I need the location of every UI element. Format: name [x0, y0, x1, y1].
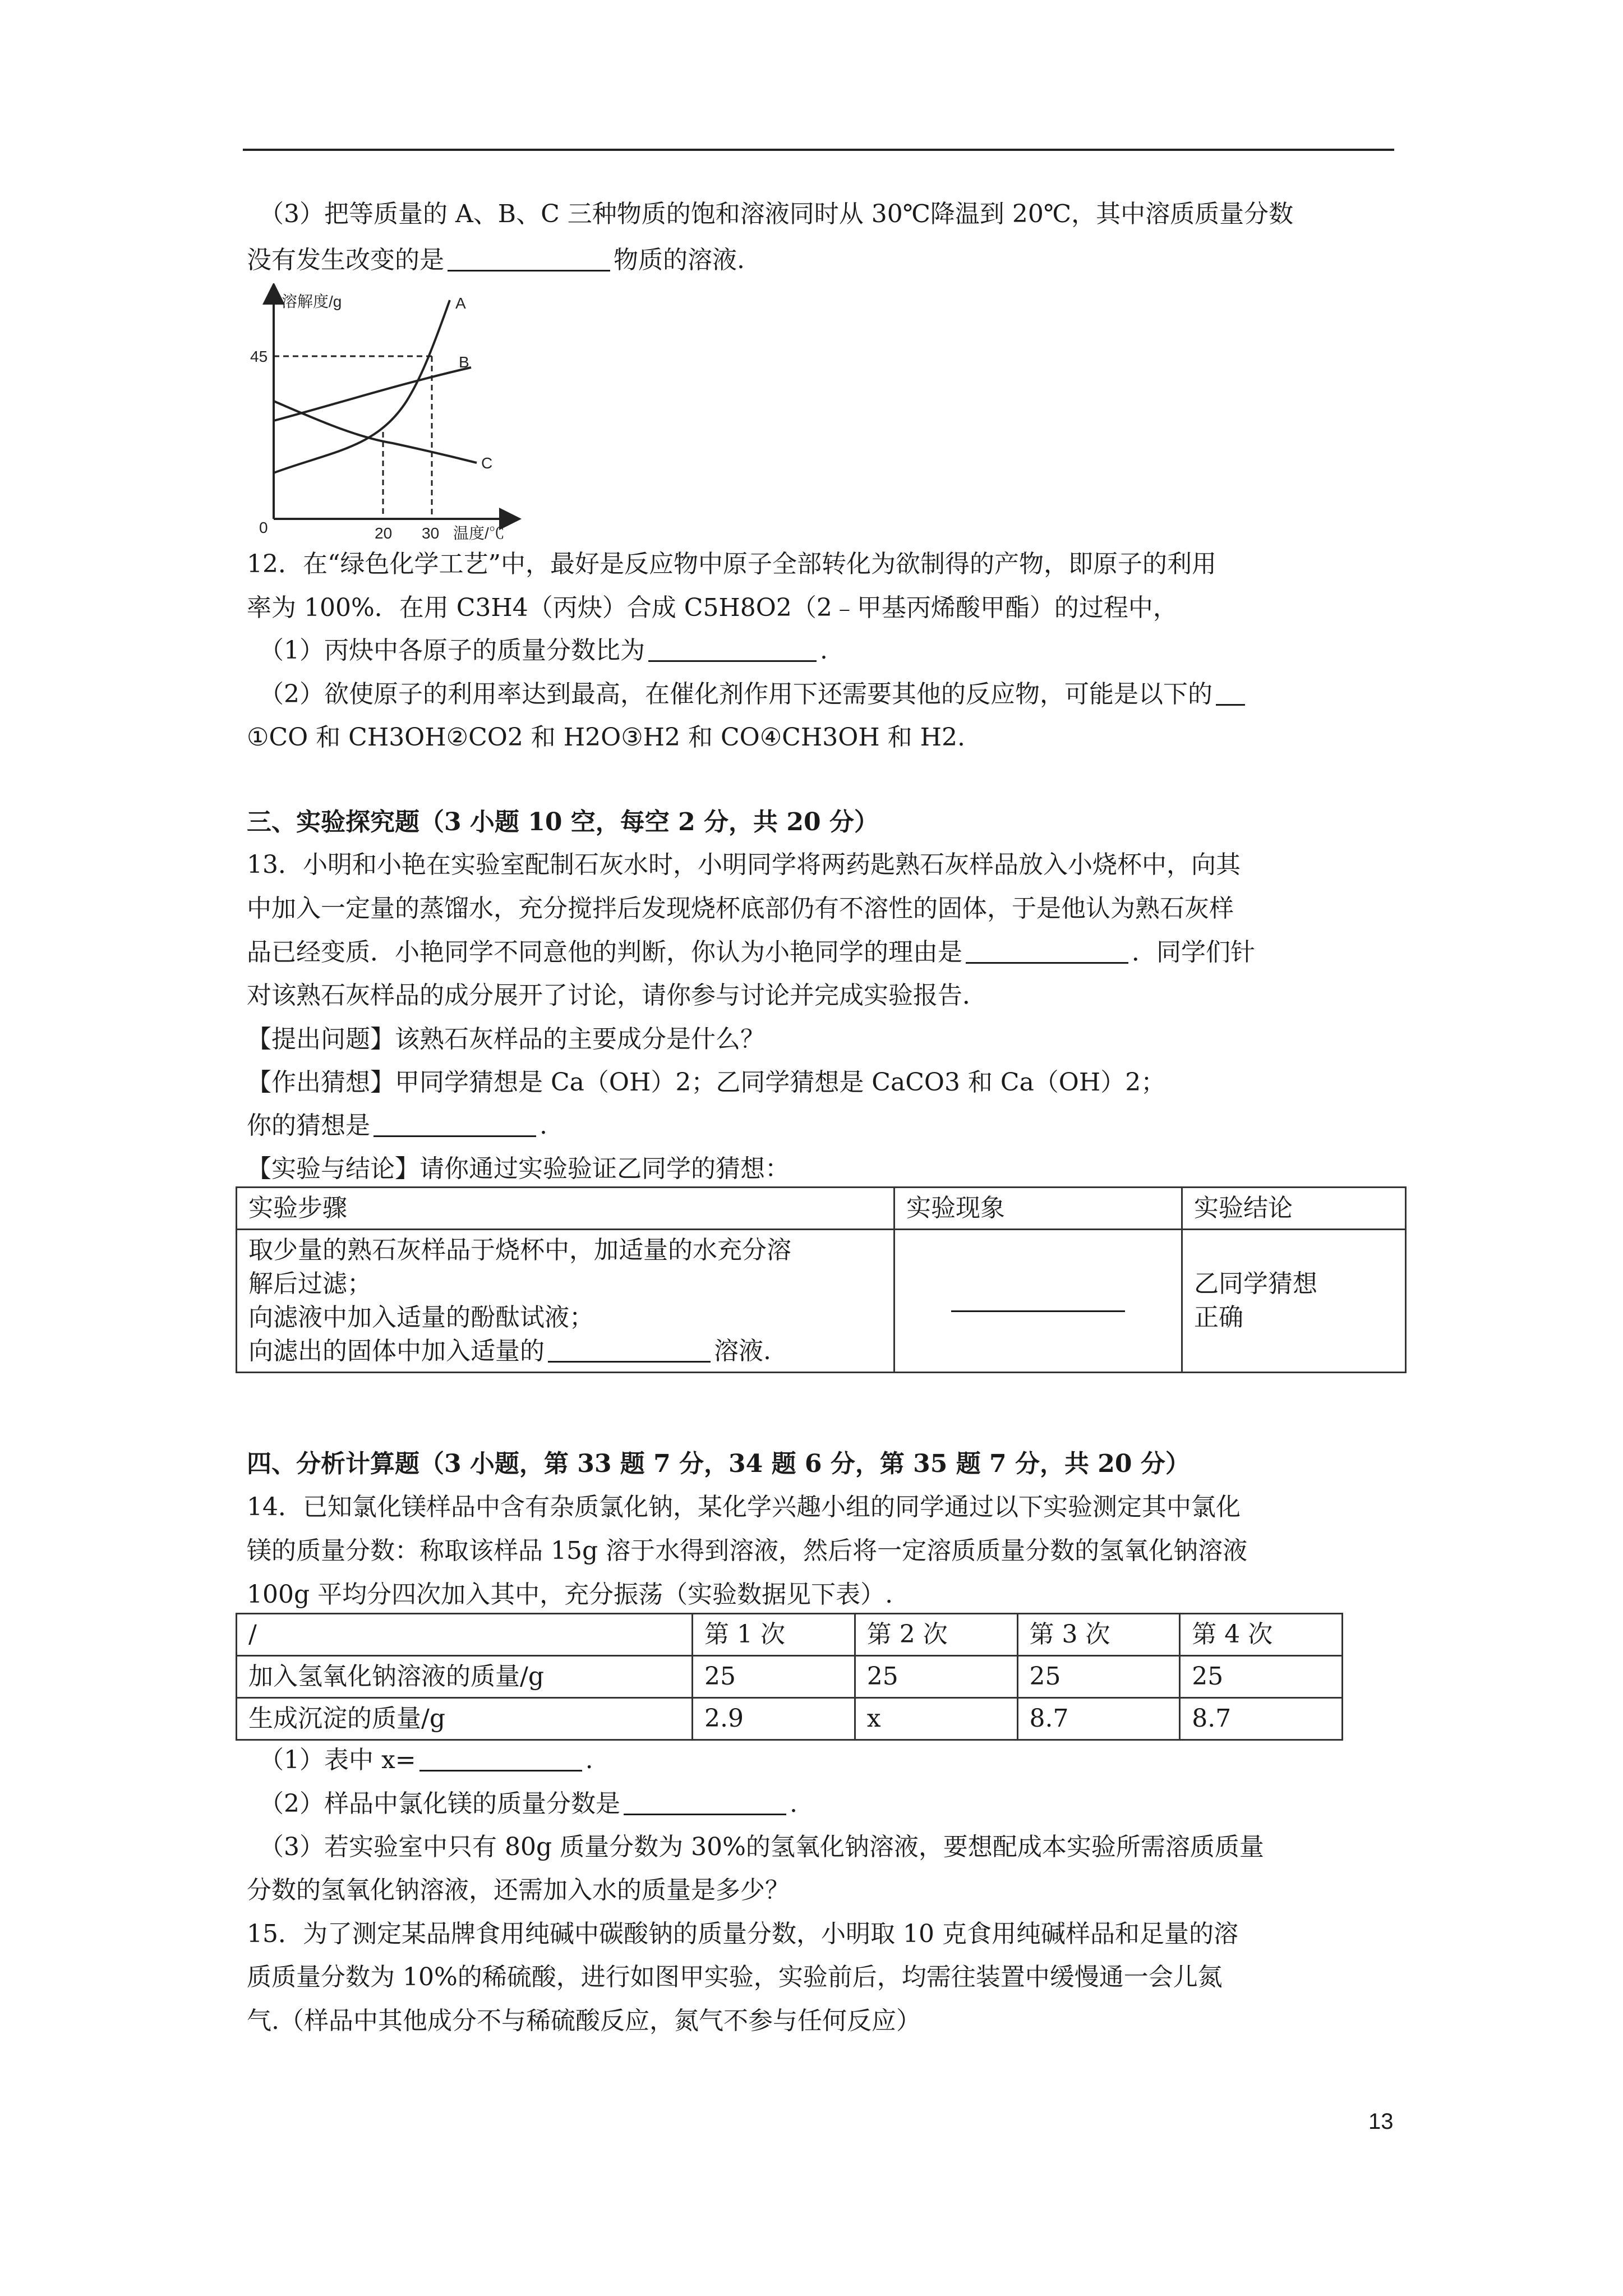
- q12-line3-end: .: [820, 636, 828, 665]
- answer-blank: [966, 937, 1128, 964]
- curve-label-c: C: [481, 454, 493, 472]
- q13-line6: 【作出猜想】甲同学猜想是 Ca（OH）2；乙同学猜想是 CaCO3 和 Ca（OH）2；: [247, 1068, 1166, 1097]
- table-header-cell: 实验现象: [895, 1188, 1182, 1230]
- step-line: 取少量的熟石灰样品于烧杯中，加适量的水充分溶: [248, 1236, 791, 1264]
- answer-blank: [374, 1111, 536, 1137]
- table-header-cell: 第 3 次: [1017, 1614, 1180, 1656]
- q13-line3: [247, 936, 1255, 969]
- q12-line1: 12．在“绿色化学工艺”中，最好是反应物中原子全部转化为欲制得的产物，即原子的利用: [247, 550, 1216, 578]
- q12-line4-text: （2）欲使原子的利用率达到最高，在催化剂作用下还需要其他的反应物，可能是以下的: [259, 680, 1212, 708]
- table-header-cell: 实验步骤: [237, 1188, 895, 1230]
- table-header-cell: /: [237, 1614, 693, 1656]
- q14-sub2: [259, 1787, 797, 1821]
- conclusion-line: 乙同学猜想: [1194, 1269, 1317, 1298]
- q13-line7-text: 你的猜想是: [247, 1111, 370, 1140]
- curve-label-a: A: [455, 295, 466, 312]
- q14-sub2-text: （2）样品中氯化镁的质量分数是: [259, 1789, 620, 1818]
- q12-line3: [259, 634, 828, 668]
- answer-blank: [648, 636, 817, 662]
- q14-line2: 镁的质量分数：称取该样品 15g 溶于水得到溶液，然后将一定溶质质量分数的氢氧化钠溶液: [247, 1536, 1248, 1565]
- q12-line4: [259, 678, 1248, 711]
- table-cell: 25: [1180, 1656, 1343, 1698]
- q13-line7-end: .: [540, 1111, 547, 1140]
- q12-line3-text: （1）丙炔中各原子的质量分数比为: [259, 636, 645, 665]
- step-line: 向滤液中加入适量的酚酞试液；: [248, 1303, 594, 1332]
- data-table: [236, 1613, 1343, 1741]
- experiment-table: [236, 1186, 1407, 1373]
- experiment-steps-cell: [237, 1230, 895, 1373]
- q14-sub3a: （3）若实验室中只有 80g 质量分数为 30%的氢氧化钠溶液，要想配成本实验所需溶质质量: [259, 1833, 1264, 1861]
- table-cell: 8.7: [1017, 1698, 1180, 1740]
- q14-sub1-text: （1）表中 x=: [259, 1746, 416, 1774]
- table-row: [237, 1698, 1343, 1740]
- q3-line2: [247, 243, 745, 277]
- x-axis-label: 温度/℃: [453, 524, 505, 542]
- q14-sub1-end: .: [585, 1746, 593, 1774]
- answer-blank: [624, 1789, 786, 1815]
- conclusion-cell: [1182, 1230, 1406, 1373]
- table-header-cell: 第 4 次: [1180, 1614, 1343, 1656]
- q3-line1: （3）把等质量的 A、B、C 三种物质的饱和溶液同时从 30℃降温到 20℃，其中溶质质量分数: [259, 200, 1294, 228]
- y-axis-label: 溶解度/g: [282, 293, 342, 310]
- q15-line2: 质质量分数为 10%的稀硫酸，进行如图甲实验，实验前后，均需往装置中缓慢通一会儿氮: [247, 1963, 1223, 1991]
- q13-line8: 【实验与结论】请你通过实验验证乙同学的猜想：: [247, 1154, 790, 1183]
- table-cell: x: [855, 1698, 1017, 1740]
- solubility-graph: [247, 283, 527, 547]
- table-cell: 25: [1017, 1656, 1180, 1698]
- curve-a: [274, 300, 450, 473]
- answer-blank: [951, 1286, 1125, 1312]
- page-number: 13: [1368, 2109, 1394, 2134]
- curve-label-b: B: [459, 353, 469, 371]
- q13-line5: 【提出问题】该熟石灰样品的主要成分是什么？: [247, 1025, 765, 1053]
- q12-line2: 率为 100%．在用 C3H4（丙炔）合成 C5H8O2（2﹣甲基丙烯酸甲酯）的过程中，: [247, 593, 1178, 622]
- section4-heading: 四、分析计算题（3 小题，第 33 题 7 分，34 题 6 分，第 35 题 7 分，共 20 分）: [247, 1450, 1190, 1478]
- phenomenon-cell: [895, 1230, 1182, 1373]
- q13-line3-end: ．同学们针: [1132, 938, 1255, 967]
- table-cell: 25: [693, 1656, 855, 1698]
- q13-line1: 13．小明和小艳在实验室配制石灰水时，小明同学将两药匙熟石灰样品放入小烧杯中，向其: [247, 850, 1241, 879]
- x-tick-20: 20: [375, 524, 393, 542]
- q3-line2-end: 物质的溶液.: [614, 246, 745, 274]
- q13-line4: 对该熟石灰样品的成分展开了讨论，请你参与讨论并完成实验报告．: [247, 981, 987, 1010]
- q14-line1: 14．已知氯化镁样品中含有杂质氯化钠，某化学兴趣小组的同学通过以下实验测定其中氯化: [247, 1493, 1241, 1521]
- conclusion-line: 正确: [1194, 1303, 1243, 1332]
- q12-line5: ①CO 和 CH3OH②CO2 和 H2O③H2 和 CO④CH3OH 和 H2.: [247, 723, 965, 752]
- table-row: [237, 1230, 1406, 1373]
- step-line-end: 溶液.: [714, 1337, 771, 1365]
- answer-blank: [448, 245, 610, 272]
- table-header-row: [237, 1614, 1343, 1656]
- table-header-cell: 第 2 次: [855, 1614, 1017, 1656]
- table-header-cell: 第 1 次: [693, 1614, 855, 1656]
- header-rule: [243, 149, 1394, 151]
- table-cell: 25: [855, 1656, 1017, 1698]
- table-cell: 生成沉淀的质量/g: [237, 1698, 693, 1740]
- q14-sub3b: 分数的氢氧化钠溶液，还需加入水的质量是多少？: [247, 1876, 790, 1904]
- q14-sub2-end: .: [790, 1789, 797, 1818]
- table-header-row: [237, 1188, 1406, 1230]
- answer-blank: [419, 1745, 582, 1772]
- q3-line2-text: 没有发生改变的是: [247, 246, 444, 274]
- table-cell: 2.9: [693, 1698, 855, 1740]
- table-row: [237, 1656, 1343, 1698]
- q14-line3: 100g 平均分四次加入其中，充分振荡（实验数据见下表）.: [247, 1580, 893, 1609]
- section3-heading: 三、实验探究题（3 小题 10 空，每空 2 分，共 20 分）: [247, 808, 879, 836]
- q13-line7: [247, 1109, 547, 1143]
- step-line: [248, 1335, 882, 1368]
- q13-line2: 中加入一定量的蒸馏水，充分搅拌后发现烧杯底部仍有不溶性的固体，于是他认为熟石灰样: [247, 894, 1234, 923]
- curve-c: [274, 401, 477, 463]
- y-tick-45: 45: [250, 348, 268, 365]
- answer-blank: [1216, 679, 1245, 706]
- q13-line3-text: 品已经变质．小艳同学不同意他的判断，你认为小艳同学的理由是: [247, 938, 962, 967]
- q14-sub1: [259, 1743, 593, 1777]
- step-line-text: 向滤出的固体中加入适量的: [248, 1337, 545, 1365]
- origin-label: 0: [259, 519, 268, 536]
- table-cell: 加入氢氧化钠溶液的质量/g: [237, 1656, 693, 1698]
- answer-blank: [548, 1336, 711, 1363]
- q15-line1: 15．为了测定某品牌食用纯碱中碳酸钠的质量分数，小明取 10 克食用纯碱样品和足量的溶: [247, 1920, 1238, 1948]
- table-header-cell: 实验结论: [1182, 1188, 1406, 1230]
- table-cell: 8.7: [1180, 1698, 1343, 1740]
- x-tick-30: 30: [422, 524, 440, 542]
- q15-line3: 气.（样品中其他成分不与稀硫酸反应，氮气不参与任何反应）: [247, 2007, 921, 2035]
- step-line: 解后过滤；: [248, 1269, 372, 1298]
